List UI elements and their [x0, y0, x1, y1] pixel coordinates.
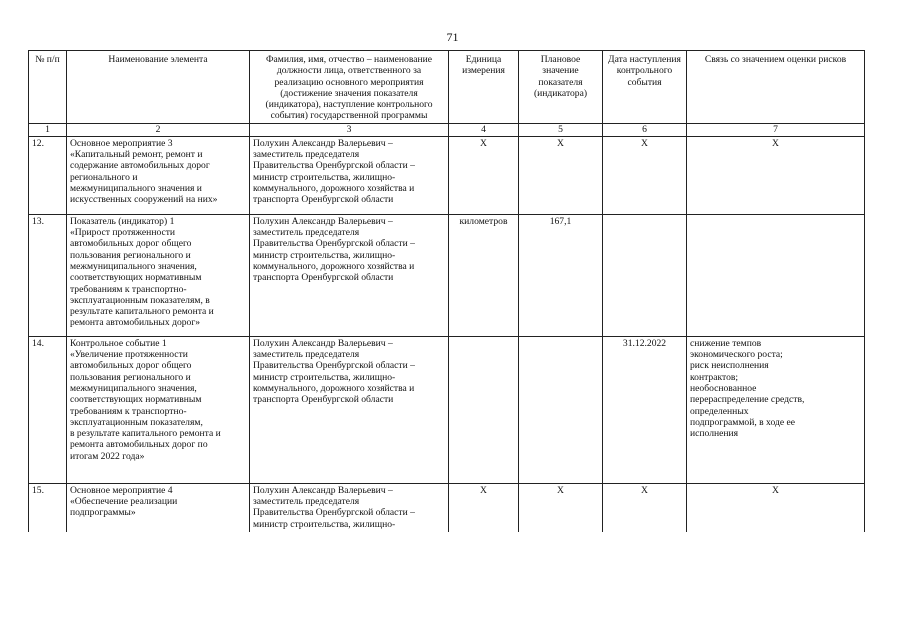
program-plan-table: [28, 50, 865, 532]
event-date-cell: [603, 214, 687, 336]
responsible-person: Полухин Александр Валерьевич – заместитель председателя Правительства Оренбургской области – министр строительства, жилищно- коммунального, дорожного хозяйства и транспорта Оренбургской области: [250, 136, 449, 214]
risks-cell: снижение темпов экономического роста; риск неисполнения контрактов; необоснованное перераспределение средств, определенных подпрограммой, в ходе ее исполнения: [687, 336, 865, 483]
planned-value-cell: Х: [519, 136, 603, 214]
table-row: [29, 483, 865, 532]
event-date-cell: Х: [603, 136, 687, 214]
risks-cell: Х: [687, 483, 865, 532]
responsible-person: Полухин Александр Валерьевич – заместитель председателя Правительства Оренбургской области – министр строительства, жилищно- коммунального, дорожного хозяйства и транспорта Оренбургской области: [250, 214, 449, 336]
table-row: [29, 136, 865, 214]
column-number: 6: [603, 123, 687, 136]
header-element: Наименование элемента: [67, 51, 250, 124]
element-name: Показатель (индикатор) 1 «Прирост протяженности автомобильных дорог общего пользования регионального и межмуниципального значения, соответствующих нормативным требованиям к транспортно- эксплуатационным показателям, в результате капитального ремонта и ремонта автомобильных дорог»: [67, 214, 250, 336]
unit-cell: Х: [449, 136, 519, 214]
event-date-cell: 31.12.2022: [603, 336, 687, 483]
row-number: 14.: [29, 336, 67, 483]
column-number: 3: [250, 123, 449, 136]
header-unit: Единица измерения: [449, 51, 519, 124]
header-planned-value: Плановое значение показателя (индикатора): [519, 51, 603, 124]
responsible-person: Полухин Александр Валерьевич – заместитель председателя Правительства Оренбургской области – министр строительства, жилищно- коммунального, дорожного хозяйства и транспорта Оренбургской области: [250, 336, 449, 483]
unit-cell: километров: [449, 214, 519, 336]
column-number: 1: [29, 123, 67, 136]
column-number-row: [29, 123, 865, 136]
column-number: 7: [687, 123, 865, 136]
header-risks: Связь со значением оценки рисков: [687, 51, 865, 124]
header-responsible: Фамилия, имя, отчество – наименование должности лица, ответственного за реализацию основного мероприятия (достижение значения показателя (индикатора), наступление контрольного события) государственной программы: [250, 51, 449, 124]
risks-cell: Х: [687, 136, 865, 214]
column-number: 2: [67, 123, 250, 136]
row-number: 15.: [29, 483, 67, 532]
row-number: 12.: [29, 136, 67, 214]
element-name: Основное мероприятие 3 «Капитальный ремонт, ремонт и содержание автомобильных дорог регионального и межмуниципального значения и искусственных сооружений на них»: [67, 136, 250, 214]
element-name: Контрольное событие 1 «Увеличение протяженности автомобильных дорог общего пользования регионального и межмуниципального значения, соответствующих нормативным требованиям к транспортно- эксплуатационным показателям, в результате капитального ремонта и ремонта автомобильных дорог по итогам 2022 года»: [67, 336, 250, 483]
risks-cell: [687, 214, 865, 336]
table-row: [29, 336, 865, 483]
page-number: 71: [446, 30, 459, 44]
row-number: 13.: [29, 214, 67, 336]
planned-value-cell: 167,1: [519, 214, 603, 336]
table-row: [29, 214, 865, 336]
planned-value-cell: Х: [519, 483, 603, 532]
header-number: № п/п: [29, 51, 67, 124]
column-number: 4: [449, 123, 519, 136]
unit-cell: Х: [449, 483, 519, 532]
column-number: 5: [519, 123, 603, 136]
event-date-cell: Х: [603, 483, 687, 532]
table-header-row: [29, 51, 865, 124]
unit-cell: [449, 336, 519, 483]
responsible-person: Полухин Александр Валерьевич – заместитель председателя Правительства Оренбургской области – министр строительства, жилищно-: [250, 483, 449, 532]
header-event-date: Дата наступления контрольного события: [603, 51, 687, 124]
planned-value-cell: [519, 336, 603, 483]
element-name: Основное мероприятие 4 «Обеспечение реализации подпрограммы»: [67, 483, 250, 532]
